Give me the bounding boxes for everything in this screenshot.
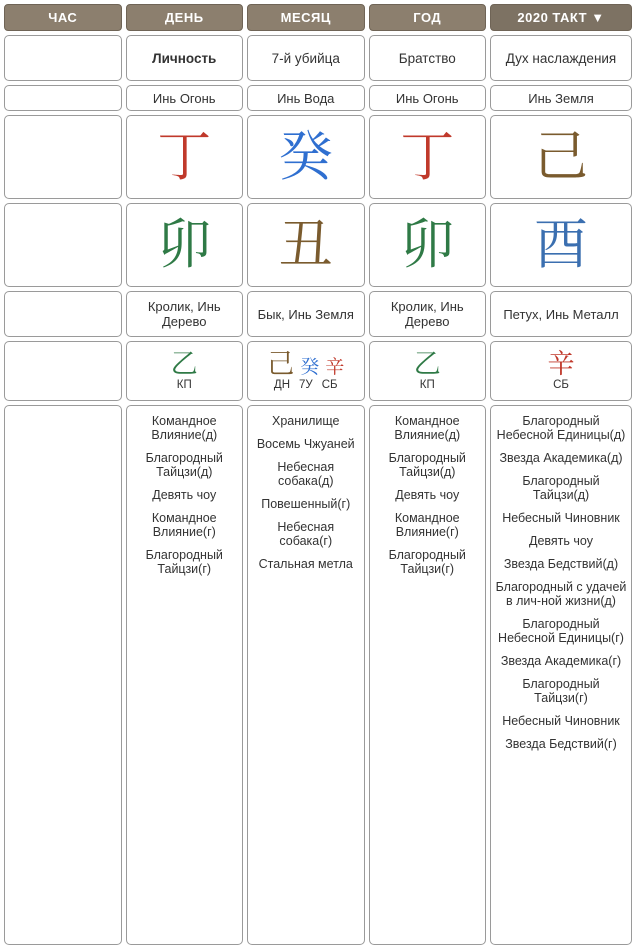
branch-glyph-month: 丑 bbox=[278, 213, 333, 276]
branch-animal-row bbox=[0, 287, 636, 337]
stem-element-row bbox=[0, 81, 636, 111]
star-item: Благородный Тайцзи(г) bbox=[388, 548, 466, 576]
star-item: Благородный Тайцзи(г) bbox=[145, 548, 223, 576]
column-header-hour[interactable]: ЧАС bbox=[4, 4, 122, 31]
star-item: Небесный Чиновник bbox=[502, 714, 620, 728]
hidden-stems-hour bbox=[4, 341, 122, 401]
hidden-stem-labels-day bbox=[177, 379, 192, 391]
star-item: Стальная метла bbox=[258, 557, 353, 571]
heavenly-stem-day[interactable] bbox=[126, 115, 244, 199]
hidden-stems-luck bbox=[490, 341, 632, 401]
hidden-stem-glyph: 辛 bbox=[547, 349, 575, 380]
heavenly-stem-luck[interactable] bbox=[490, 115, 632, 199]
heavenly-stem-row bbox=[0, 111, 636, 199]
ten-god-luck: Дух наслаждения bbox=[490, 35, 632, 81]
stem-element-hour bbox=[4, 85, 122, 111]
star-item: Благородный Тайцзи(г) bbox=[522, 677, 600, 705]
heavenly-stem-year[interactable] bbox=[369, 115, 487, 199]
earthly-branch-hour[interactable] bbox=[4, 203, 122, 287]
earthly-branch-row bbox=[0, 199, 636, 287]
star-item: Девять чоу bbox=[529, 534, 593, 548]
hidden-stem-glyphs-month bbox=[267, 351, 344, 378]
header-row bbox=[0, 0, 636, 31]
star-item: Звезда Бедствий(г) bbox=[505, 737, 617, 751]
column-header-year[interactable]: ГОД bbox=[369, 4, 487, 31]
star-item: Благородный Тайцзи(д) bbox=[522, 474, 600, 502]
star-item: Звезда Академика(д) bbox=[499, 451, 623, 465]
ten-god-row bbox=[0, 31, 636, 81]
stars-month bbox=[247, 405, 365, 945]
star-item: Хранилище bbox=[272, 414, 340, 428]
branch-animal-day: Кролик, Инь Дерево bbox=[126, 291, 244, 337]
hidden-stem-label: 7У bbox=[299, 379, 313, 391]
star-item: Командное Влияние(д) bbox=[394, 414, 461, 442]
ten-god-hour bbox=[4, 35, 122, 81]
hidden-stem-label: ДН bbox=[273, 379, 291, 391]
branch-glyph-day: 卯 bbox=[157, 213, 212, 276]
stem-element-month: Инь Вода bbox=[247, 85, 365, 111]
stem-glyph-year: 丁 bbox=[400, 125, 455, 188]
hidden-stem-labels-luck bbox=[553, 379, 569, 391]
earthly-branch-day[interactable] bbox=[126, 203, 244, 287]
star-item: Девять чоу bbox=[395, 488, 460, 502]
hidden-stem-labels-year bbox=[420, 379, 435, 391]
star-item: Командное Влияние(д) bbox=[151, 414, 218, 442]
stem-element-day: Инь Огонь bbox=[126, 85, 244, 111]
hidden-stem-glyph: 乙 bbox=[170, 349, 198, 380]
stem-element-luck: Инь Земля bbox=[490, 85, 632, 111]
heavenly-stem-month[interactable] bbox=[247, 115, 365, 199]
star-item: Девять чоу bbox=[152, 488, 217, 502]
earthly-branch-year[interactable] bbox=[369, 203, 487, 287]
hidden-stem-glyphs-day bbox=[171, 351, 198, 378]
stars-luck bbox=[490, 405, 632, 945]
hidden-stems-year bbox=[369, 341, 487, 401]
stem-glyph-month: 癸 bbox=[278, 125, 333, 188]
hidden-stems-row bbox=[0, 337, 636, 401]
luck-cycle-selector[interactable]: 2020 ТАКТ ▼ bbox=[490, 4, 632, 31]
ten-god-month: 7-й убийца bbox=[247, 35, 365, 81]
star-item: Небесная собака(г) bbox=[277, 520, 335, 548]
earthly-branch-month[interactable] bbox=[247, 203, 365, 287]
stem-glyph-day: 丁 bbox=[157, 125, 212, 188]
star-item: Командное Влияние(г) bbox=[394, 511, 460, 539]
star-item: Повешенный(г) bbox=[261, 497, 351, 511]
hidden-stem-glyphs-year bbox=[414, 351, 441, 378]
ten-god-year: Братство bbox=[369, 35, 487, 81]
hidden-stem-label: КП bbox=[419, 379, 435, 391]
star-item: Небесная собака(д) bbox=[277, 460, 335, 488]
stars-year bbox=[369, 405, 487, 945]
stars-row bbox=[0, 401, 636, 945]
branch-glyph-luck: 酉 bbox=[534, 213, 588, 276]
hidden-stem-label: СБ bbox=[321, 379, 338, 391]
branch-animal-year: Кролик, Инь Дерево bbox=[369, 291, 487, 337]
hidden-stem-glyphs-luck bbox=[548, 351, 575, 378]
hidden-stems-month bbox=[247, 341, 365, 401]
hidden-stem-label: КП bbox=[176, 379, 192, 391]
hidden-stem-label: СБ bbox=[553, 379, 569, 391]
hidden-stems-day bbox=[126, 341, 244, 401]
hidden-stem-labels-month bbox=[274, 379, 338, 391]
star-item: Командное Влияние(г) bbox=[151, 511, 217, 539]
star-item: Благородный с удачей в лич-ной жизни(д) bbox=[495, 580, 627, 608]
column-header-day[interactable]: ДЕНЬ bbox=[126, 4, 244, 31]
earthly-branch-luck[interactable] bbox=[490, 203, 632, 287]
star-item: Небесный Чиновник bbox=[502, 511, 620, 525]
branch-animal-hour bbox=[4, 291, 122, 337]
star-item: Благородный Небесной Единицы(г) bbox=[498, 617, 624, 645]
branch-glyph-year: 卯 bbox=[400, 213, 455, 276]
hidden-stem-glyph: 癸 bbox=[300, 356, 320, 378]
star-item: Благородный Тайцзи(д) bbox=[388, 451, 466, 479]
branch-animal-luck: Петух, Инь Металл bbox=[490, 291, 632, 337]
star-item: Благородный Небесной Единицы(д) bbox=[496, 414, 626, 442]
stem-glyph-luck: 己 bbox=[534, 125, 588, 188]
hidden-stem-glyph: 己 bbox=[267, 349, 295, 380]
branch-animal-month: Бык, Инь Земля bbox=[247, 291, 365, 337]
stars-day bbox=[126, 405, 244, 945]
hidden-stem-glyph: 辛 bbox=[325, 356, 345, 378]
star-item: Звезда Академика(г) bbox=[500, 654, 622, 668]
column-header-month[interactable]: МЕСЯЦ bbox=[247, 4, 365, 31]
star-item: Восемь Чжуаней bbox=[256, 437, 355, 451]
stars-hour bbox=[4, 405, 122, 945]
heavenly-stem-hour[interactable] bbox=[4, 115, 122, 199]
star-item: Благородный Тайцзи(д) bbox=[145, 451, 223, 479]
hidden-stem-glyph: 乙 bbox=[413, 349, 441, 380]
ten-god-day: Личность bbox=[126, 35, 244, 81]
star-item: Звезда Бедствий(д) bbox=[503, 557, 619, 571]
stem-element-year: Инь Огонь bbox=[369, 85, 487, 111]
